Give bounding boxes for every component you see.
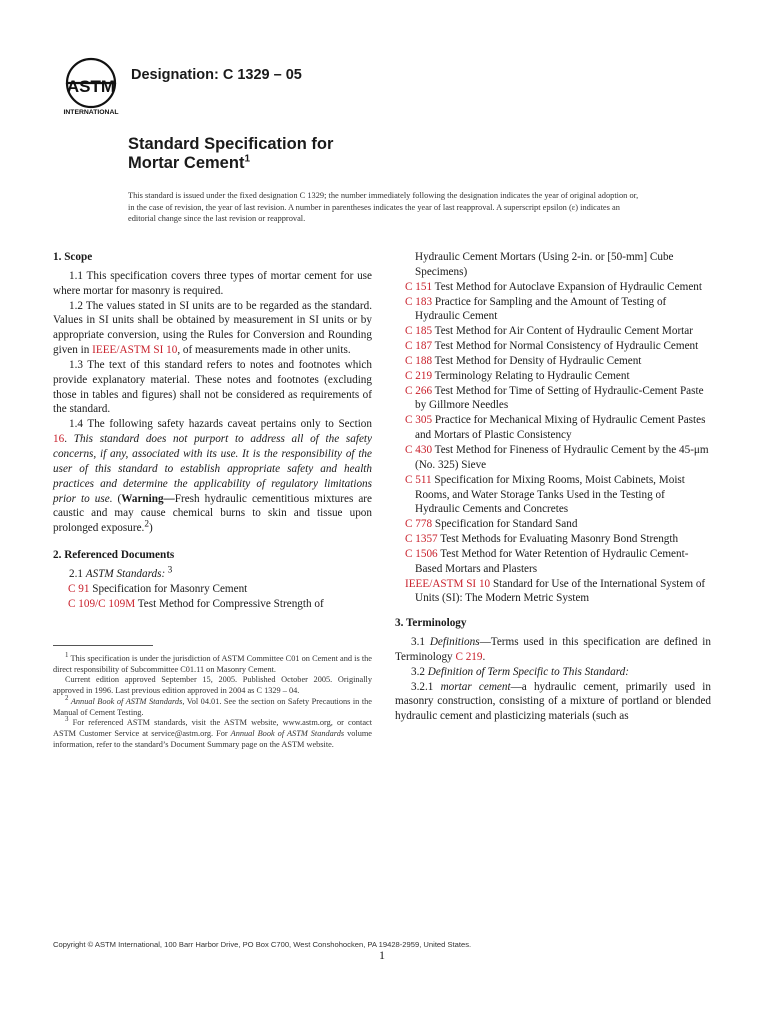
term-3-1-text: —Terms used in this specification are defined in Terminology bbox=[395, 636, 711, 663]
footnote-3-text-a: For referenced ASTM standards, visit the ASTM website, www.astm.org, or contact ASTM Customer Service at service@astm.org. For bbox=[53, 718, 372, 738]
terminology-3-2 bbox=[395, 665, 711, 680]
title-line-1: Standard Specification for bbox=[128, 135, 334, 153]
ref-title: Terminology Relating to Hydraulic Cement bbox=[432, 369, 630, 382]
ref-code-link[interactable]: C 305 bbox=[405, 414, 433, 427]
title-line-2 bbox=[128, 154, 333, 173]
footnote-1-text: This specification is under the jurisdiction of ASTM Committee C01 on Cement and is the direct responsibility of Subcommittee C01.11 on Masonry Cement. bbox=[53, 654, 372, 674]
footnote-2-italic: Annual Book of ASTM Standards bbox=[68, 696, 183, 706]
ref-title: Practice for Mechanical Mixing of Hydraulic Cement Pastes and Mortars of Plastic Consistency bbox=[415, 414, 706, 442]
refs-sub-label: ASTM Standards: bbox=[85, 567, 166, 580]
footnote-2-mark: 2 bbox=[65, 695, 69, 703]
ref-item bbox=[53, 582, 372, 597]
refs-sub-sup: 3 bbox=[165, 565, 173, 576]
scope-1-2-end: , of measurements made in other units. bbox=[177, 344, 351, 357]
terminology-3-2-1 bbox=[395, 680, 711, 725]
ref-item bbox=[395, 547, 711, 577]
ref-item bbox=[395, 577, 711, 607]
ref-code-link[interactable]: C 1357 bbox=[405, 533, 438, 546]
ref-c91-text: Specification for Masonry Cement bbox=[89, 582, 248, 595]
ref-item bbox=[395, 280, 711, 295]
term-3-1-end: . bbox=[482, 650, 486, 663]
ref-item bbox=[395, 517, 711, 532]
scope-1-4-text: 1.4 The following safety hazards caveat pertains only to Section bbox=[69, 418, 372, 431]
ref-title: Test Method for Normal Consistency of Hydraulic Cement bbox=[432, 340, 699, 353]
ieee-si10-link[interactable]: IEEE/ASTM SI 10 bbox=[92, 344, 178, 357]
ref-code-link[interactable]: C 183 bbox=[405, 295, 433, 308]
scope-1-3: 1.3 The text of this standard refers to notes and footnotes which provide explanatory material. These notes and footnotes (excluding those in tables and figures) shall not be considered as requirements of the standard. bbox=[53, 358, 372, 416]
term-3-1-num: 3.1 bbox=[411, 636, 430, 649]
ref-code-link[interactable]: C 219 bbox=[405, 369, 433, 382]
refs-sub-num: 2.1 bbox=[69, 567, 86, 580]
term-3-2-1-label: mortar cement bbox=[440, 680, 511, 693]
ref-code-link[interactable]: C 151 bbox=[405, 280, 433, 293]
ref-title: Test Method for Autoclave Expansion of Hydraulic Cement bbox=[432, 280, 702, 293]
ref-code-link[interactable]: C 778 bbox=[405, 518, 433, 531]
ref-code-link[interactable]: C 1506 bbox=[405, 547, 438, 560]
designation: Designation: C 1329 – 05 bbox=[131, 67, 302, 83]
reference-list bbox=[395, 280, 711, 607]
term-3-2-1-num: 3.2.1 bbox=[411, 680, 441, 693]
logo-subtext: INTERNATIONAL bbox=[63, 109, 119, 116]
page-number: 1 bbox=[379, 948, 385, 962]
ref-item bbox=[53, 597, 372, 612]
footnotes bbox=[53, 654, 372, 750]
astm-logo bbox=[60, 56, 122, 116]
ref-title: Test Method for Water Retention of Hydraulic Cement-Based Mortars and Plasters bbox=[415, 547, 689, 575]
warning-footnote-mark: 2 bbox=[144, 519, 150, 530]
logo-text: ASTM bbox=[66, 77, 116, 96]
footnote-1 bbox=[53, 654, 372, 675]
scope-1-4 bbox=[53, 417, 372, 536]
ref-c91-link[interactable]: C 91 bbox=[68, 582, 90, 595]
ref-title: Test Method for Air Content of Hydraulic Cement Mortar bbox=[432, 325, 693, 338]
section-16-link[interactable]: 16 bbox=[53, 433, 65, 446]
footnote-3-mark: 3 bbox=[65, 716, 69, 724]
ref-code-link[interactable]: C 430 bbox=[405, 443, 433, 456]
footnote-2 bbox=[53, 697, 372, 718]
ref-code-link[interactable]: C 511 bbox=[405, 473, 432, 486]
document-title bbox=[128, 135, 333, 173]
references-heading: 2. Referenced Documents bbox=[53, 549, 175, 562]
footnote-2-text: , Vol 04.01. See the section on Safety Precautions in the Manual of Cement Testing. bbox=[53, 696, 372, 717]
term-3-2-1-text: —a hydraulic cement, primarily used in masonry construction, consisting of a mixture of portland or blended hydraulic cement and plasticizing materials (such as bbox=[395, 680, 711, 723]
ref-title: Test Method for Time of Setting of Hydraulic-Cement Paste by Gillmore Needles bbox=[415, 384, 704, 412]
ref-title: Standard for Use of the International System of Units (SI): The Modern Metric System bbox=[415, 577, 706, 605]
ref-code-link[interactable]: C 187 bbox=[405, 340, 433, 353]
warning-close: ) bbox=[149, 522, 153, 535]
ref-c219-term-link[interactable]: C 219 bbox=[455, 650, 483, 663]
ref-item bbox=[395, 413, 711, 443]
title-main: Mortar Cement bbox=[128, 154, 245, 172]
ref-item bbox=[395, 324, 711, 339]
ref-item bbox=[395, 443, 711, 473]
ref-c109-text: Test Method for Compressive Strength of bbox=[135, 597, 324, 610]
terminology-heading: 3. Terminology bbox=[395, 617, 467, 630]
warning-label: Warning— bbox=[121, 492, 175, 505]
footnote-3-text-b: volume information, refer to the standard’s Document Summary page on the ASTM website. bbox=[53, 728, 372, 749]
scope-1-4-sep: . bbox=[64, 433, 74, 446]
title-footnote-mark: 1 bbox=[244, 153, 250, 165]
ref-title: Test Method for Fineness of Hydraulic Cement by the 45-μm (No. 325) Sieve bbox=[415, 443, 709, 471]
scope-heading: 1. Scope bbox=[53, 251, 93, 263]
footnote-3 bbox=[53, 718, 372, 750]
ref-code-link[interactable]: C 185 bbox=[405, 325, 433, 338]
standard-notice: This standard is issued under the fixed designation C 1329; the number immediately following the designation indicates the year of original adoption or, in the case of revision, the year of last revision. A number in parentheses indicates the year of last reapproval. A superscript epsilon (ε) indicates an editorial change since the last revision or reapproval. bbox=[128, 191, 639, 223]
ref-title: Specification for Standard Sand bbox=[432, 518, 578, 531]
copyright-notice: Copyright © ASTM International, 100 Barr Harbor Drive, PO Box C700, West Conshohocken, PA 19428-2959, United States. bbox=[53, 940, 472, 949]
scope-1-1: 1.1 This specification covers three types of mortar cement for use where mortar for masonry is required. bbox=[53, 269, 372, 297]
scope-1-2-text: 1.2 The values stated in SI units are to be regarded as the standard. Values in SI units shall be obtained by measurement in SI units or by appropriate conversion, using the Rules for Conversion and Rounding given in bbox=[53, 299, 372, 357]
ref-title: Test Method for Density of Hydraulic Cement bbox=[432, 354, 642, 367]
ref-continuation: Hydraulic Cement Mortars (Using 2-in. or [50-mm] Cube Specimens) bbox=[415, 251, 674, 278]
ref-code-link[interactable]: C 188 bbox=[405, 354, 433, 367]
right-column bbox=[395, 250, 711, 724]
ref-title: Specification for Mixing Rooms, Moist Cabinets, Moist Rooms, and Water Storage Tanks Used in the Testing of Hydraulic Cements and Concretes bbox=[415, 473, 685, 516]
term-3-2-label: Definition of Term Specific to This Standard: bbox=[427, 665, 629, 678]
astm-logo-graphic bbox=[60, 56, 122, 116]
warning-text: Fresh hydraulic cementitious mixtures are caustic and may cause chemical burns to skin and tissue upon prolonged exposure. bbox=[53, 492, 372, 535]
ref-item bbox=[395, 473, 711, 518]
ref-code-link[interactable]: C 266 bbox=[405, 384, 433, 397]
footnote-1-mark: 1 bbox=[65, 652, 69, 660]
ref-item bbox=[395, 295, 711, 325]
astm-standards-label bbox=[53, 567, 372, 582]
footnote-1b: Current edition approved September 15, 2005. Published October 2005. Originally approved in 1996. Last previous edition approved in 2004 as C 1329 – 04. bbox=[53, 675, 372, 696]
scope-1-2 bbox=[53, 299, 372, 358]
ref-item bbox=[395, 384, 711, 414]
safety-caveat: This standard does not purport to address all of the safety concerns, if any, associated with its use. It is the responsibility of the user of this standard to establish appropriate safety and health practices and determine the applicability of regulatory limitations prior to use. bbox=[53, 433, 373, 505]
term-3-1-label: Definitions bbox=[429, 636, 480, 649]
ref-item bbox=[395, 532, 711, 547]
warning-open: ( bbox=[112, 492, 122, 505]
footnote-divider bbox=[53, 645, 153, 646]
ref-title: Test Methods for Evaluating Masonry Bond Strength bbox=[437, 533, 679, 546]
footnote-3-italic: Annual Book of ASTM Standards bbox=[230, 728, 345, 738]
ref-code-link[interactable]: IEEE/ASTM SI 10 bbox=[405, 577, 491, 590]
terminology-3-1 bbox=[395, 635, 711, 665]
left-column bbox=[53, 250, 372, 611]
ref-item bbox=[395, 354, 711, 369]
ref-title: Practice for Sampling and the Amount of Testing of Hydraulic Cement bbox=[415, 295, 667, 323]
ref-c109-link[interactable]: C 109/C 109M bbox=[68, 597, 136, 610]
ref-item bbox=[395, 369, 711, 384]
ref-item bbox=[395, 339, 711, 354]
term-3-2-num: 3.2 bbox=[411, 665, 428, 678]
